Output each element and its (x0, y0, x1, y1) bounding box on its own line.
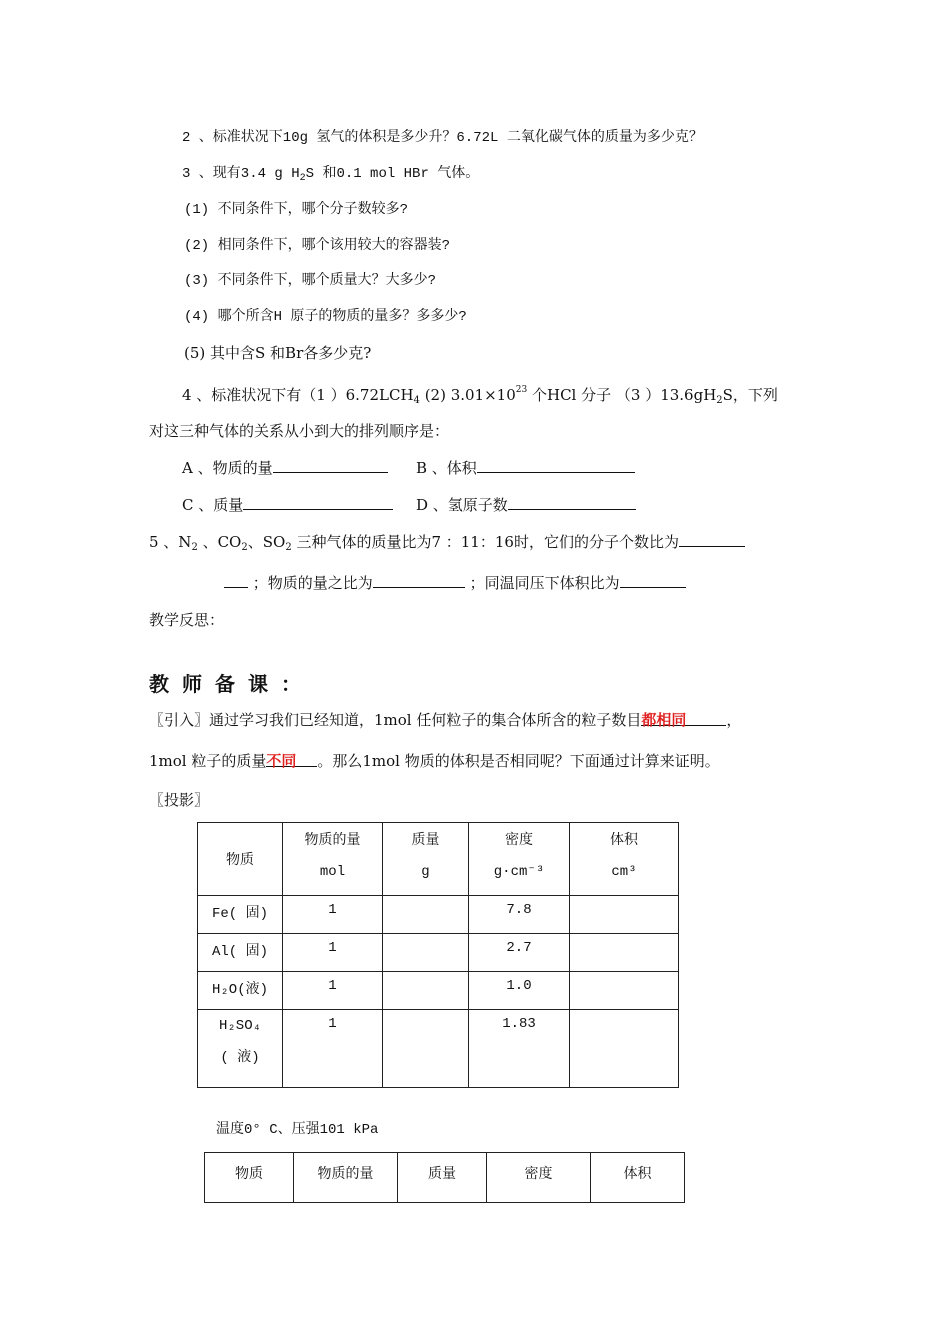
question-3-part-1: (1) 不同条件下，哪个分子数较多? (184, 202, 409, 218)
table-row (198, 896, 679, 934)
blank-b[interactable] (477, 457, 635, 473)
header-amount: 物质的量 mol (283, 823, 383, 896)
header-volume: 体积 (591, 1153, 685, 1203)
header-substance: 物质 (198, 823, 283, 896)
table-row (198, 1010, 679, 1088)
question-3-part-4: (4) 哪个所含H 原子的物质的量多？多多少? (184, 309, 467, 325)
header-volume: 体积 cm³ (570, 823, 679, 896)
header-substance: 物质 (205, 1153, 294, 1203)
intro-line-2: 1mol 粒子的质量不同 。那么1mol 物质的体积是否相同呢？下面通过计算来证明。 (149, 752, 720, 770)
projection-label: 〖投影〗 (149, 791, 210, 809)
cell-mass[interactable] (383, 934, 469, 972)
answer-blank-1: 都相同 (641, 710, 726, 726)
conditions-label: 温度0° C、压强101 kPa (216, 1122, 379, 1138)
blank-volume-ratio[interactable] (620, 572, 686, 588)
blank-c[interactable] (243, 494, 393, 510)
header-mass: 质量 (398, 1153, 487, 1203)
intro-line-1: 〖引入〗通过学习我们已经知道，1mol 任何粒子的集合体所含的粒子数目都相同 ， (149, 711, 742, 729)
blank-amount-ratio[interactable] (373, 572, 465, 588)
table-header-row (205, 1153, 685, 1203)
cell-amount: 1 (283, 896, 383, 934)
cell-amount: 1 (283, 1010, 383, 1088)
question-4-option-a: A 、物质的量 (182, 457, 388, 478)
header-mass: 质量 g (383, 823, 469, 896)
cell-mass[interactable] (383, 972, 469, 1010)
cell-substance: H₂O(液) (198, 972, 283, 1010)
question-5-line-2: ；物质的量之比为 ；同温同压下体积比为 (224, 572, 686, 593)
cell-volume[interactable] (570, 934, 679, 972)
blank-d[interactable] (508, 494, 636, 510)
volume-table (204, 1152, 685, 1203)
table-row (198, 934, 679, 972)
question-4-option-d: D 、氢原子数 (416, 494, 636, 515)
cell-amount: 1 (283, 934, 383, 972)
question-4: 4 、标准状况下有（1 ）$6.72LCH_4$ (2) $3.01\times 10^{23}$ 个HCl 分子 （3 ）$13.6gH_2S$，下列 (182, 385, 778, 406)
cell-density: 1.83 (469, 1010, 570, 1088)
question-4-option-b: B 、体积 (416, 457, 635, 478)
blank-molecule-ratio-cont[interactable] (224, 572, 248, 588)
cell-mass[interactable] (383, 896, 469, 934)
table-row (198, 972, 679, 1010)
cell-substance: H₂SO₄ ( 液) (198, 1010, 283, 1088)
teaching-reflection: 教学反思： (149, 611, 225, 629)
question-4-line-2: 对这三种气体的关系从小到大的排列顺序是： (149, 422, 450, 440)
question-3-part-5: (5) 其中含S 和Br各多少克? (184, 344, 372, 362)
header-density: 密度 (487, 1153, 591, 1203)
substance-table (197, 822, 679, 1088)
cell-amount: 1 (283, 972, 383, 1010)
header-amount: 物质的量 (294, 1153, 398, 1203)
question-3: 3 、现有3.4 g $H_2S$ 和0.1 mol HBr 气体。 (182, 166, 480, 184)
question-4-option-c: C 、质量 (182, 494, 393, 515)
header-density: 密度 g·cm⁻³ (469, 823, 570, 896)
question-3-part-2: (2) 相同条件下，哪个该用较大的容器装? (184, 238, 451, 254)
cell-density: 7.8 (469, 896, 570, 934)
cell-volume[interactable] (570, 972, 679, 1010)
cell-density: 2.7 (469, 934, 570, 972)
cell-substance: Al( 固) (198, 934, 283, 972)
table-header-row (198, 823, 679, 896)
blank-molecule-ratio[interactable] (679, 531, 745, 547)
question-5: 5 、$N_2$ 、$CO_2$、$SO_2$ 三种气体的质量比为7 ：11：16时，它们的分子个数比为 (149, 531, 745, 558)
cell-mass[interactable] (383, 1010, 469, 1088)
cell-substance: Fe( 固) (198, 896, 283, 934)
question-2: 2 、标准状况下10g 氢气的体积是多少升？6.72L 二氧化碳气体的质量为多少克？ (182, 130, 703, 146)
answer-blank-2: 不同 (266, 751, 317, 767)
cell-density: 1.0 (469, 972, 570, 1010)
blank-a[interactable] (273, 457, 388, 473)
section-title: 教师备课： (149, 672, 314, 696)
cell-volume[interactable] (570, 896, 679, 934)
cell-volume[interactable] (570, 1010, 679, 1088)
question-3-part-3: (3) 不同条件下，哪个质量大？大多少? (184, 273, 437, 289)
